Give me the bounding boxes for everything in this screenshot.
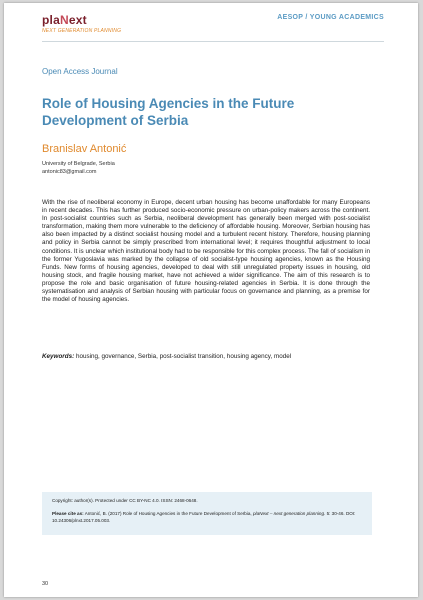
citation-box: [42, 492, 372, 535]
abstract: With the rise of neoliberal economy in Europe, decent urban housing has become unaffordable for many Europeans in recent decades. This has further produced socio-economic pressure on urban-policy makers across the continent. In post-socialist countries such as Serbia, neoliberal development has generally been merged with post-socialist transformation, making them more vulnerable to the deficiency of affordable housing. Moreover, Serbian housing has also been impacted by a distinct socialist housing model and a turbulent recent history. Therefore, housing planning and policy in Serbia cannot be simply prescribed from international level; it requires thoughtful adjustment to local conditions. It is unclear which institutional body had to be responsible for this complex process. The fall of socialism in the former Yugoslavia was marked by the collapse of old socialist-type housing agencies, known as the Housing Funds. New forms of housing agencies, developed to deal with still unregulated property issues in housing, old housing stock, and fragile housing market, have not achieved a wider significance. The aim of this research is to propose the role and basic organisation of future housing-related agencies in Serbia. It is done through the systematisation and analysis of Serbian housing with particular focus on governance and planning, as a premise for the model of housing agencies.: [42, 199, 370, 304]
author-name: Branislav Antonić: [42, 143, 127, 155]
page-number: 30: [42, 581, 49, 587]
cite-journal: plaNext – next generation planning.: [253, 511, 326, 516]
author-affiliation: University of Belgrade, Serbia: [42, 161, 115, 167]
cite-label: Please cite as:: [52, 511, 84, 516]
article-title: Role of Housing Agencies in the Future Development of Serbia: [42, 96, 295, 128]
journal-branding: [42, 13, 121, 34]
journal-logo: [42, 13, 121, 27]
cite-text-1: Antonić, B. (2017) Role of Housing Agencies in the Future Development of Serbia,: [84, 511, 252, 516]
cite-text-2: 5: 30-46. DOI: 10.24306/plnxt.2017.05.003.: [52, 511, 356, 523]
author-email: antonic83@gmail.com: [42, 168, 97, 175]
copyright-notice: Copyright: author(s). Protected under CC BY-NC 4.0. ISSN: 2468-0648.: [52, 498, 198, 503]
keywords-label: Keywords:: [42, 353, 75, 360]
journal-type: Open Access Journal: [42, 67, 118, 76]
series-label: AESOP / YOUNG ACADEMICS: [277, 14, 384, 21]
keywords-text: housing, governance, Serbia, post-socialist transition, housing agency, model: [75, 353, 292, 360]
logo-n: N: [59, 13, 69, 27]
journal-tagline: NEXT GENERATION PLANNING: [42, 28, 122, 34]
logo-main: pla: [42, 13, 60, 27]
article-page: [4, 3, 418, 597]
header-divider: [42, 41, 384, 42]
keywords: [42, 353, 382, 361]
citation: [52, 511, 366, 524]
author-info: [42, 161, 115, 176]
logo-ext: ext: [68, 13, 87, 27]
